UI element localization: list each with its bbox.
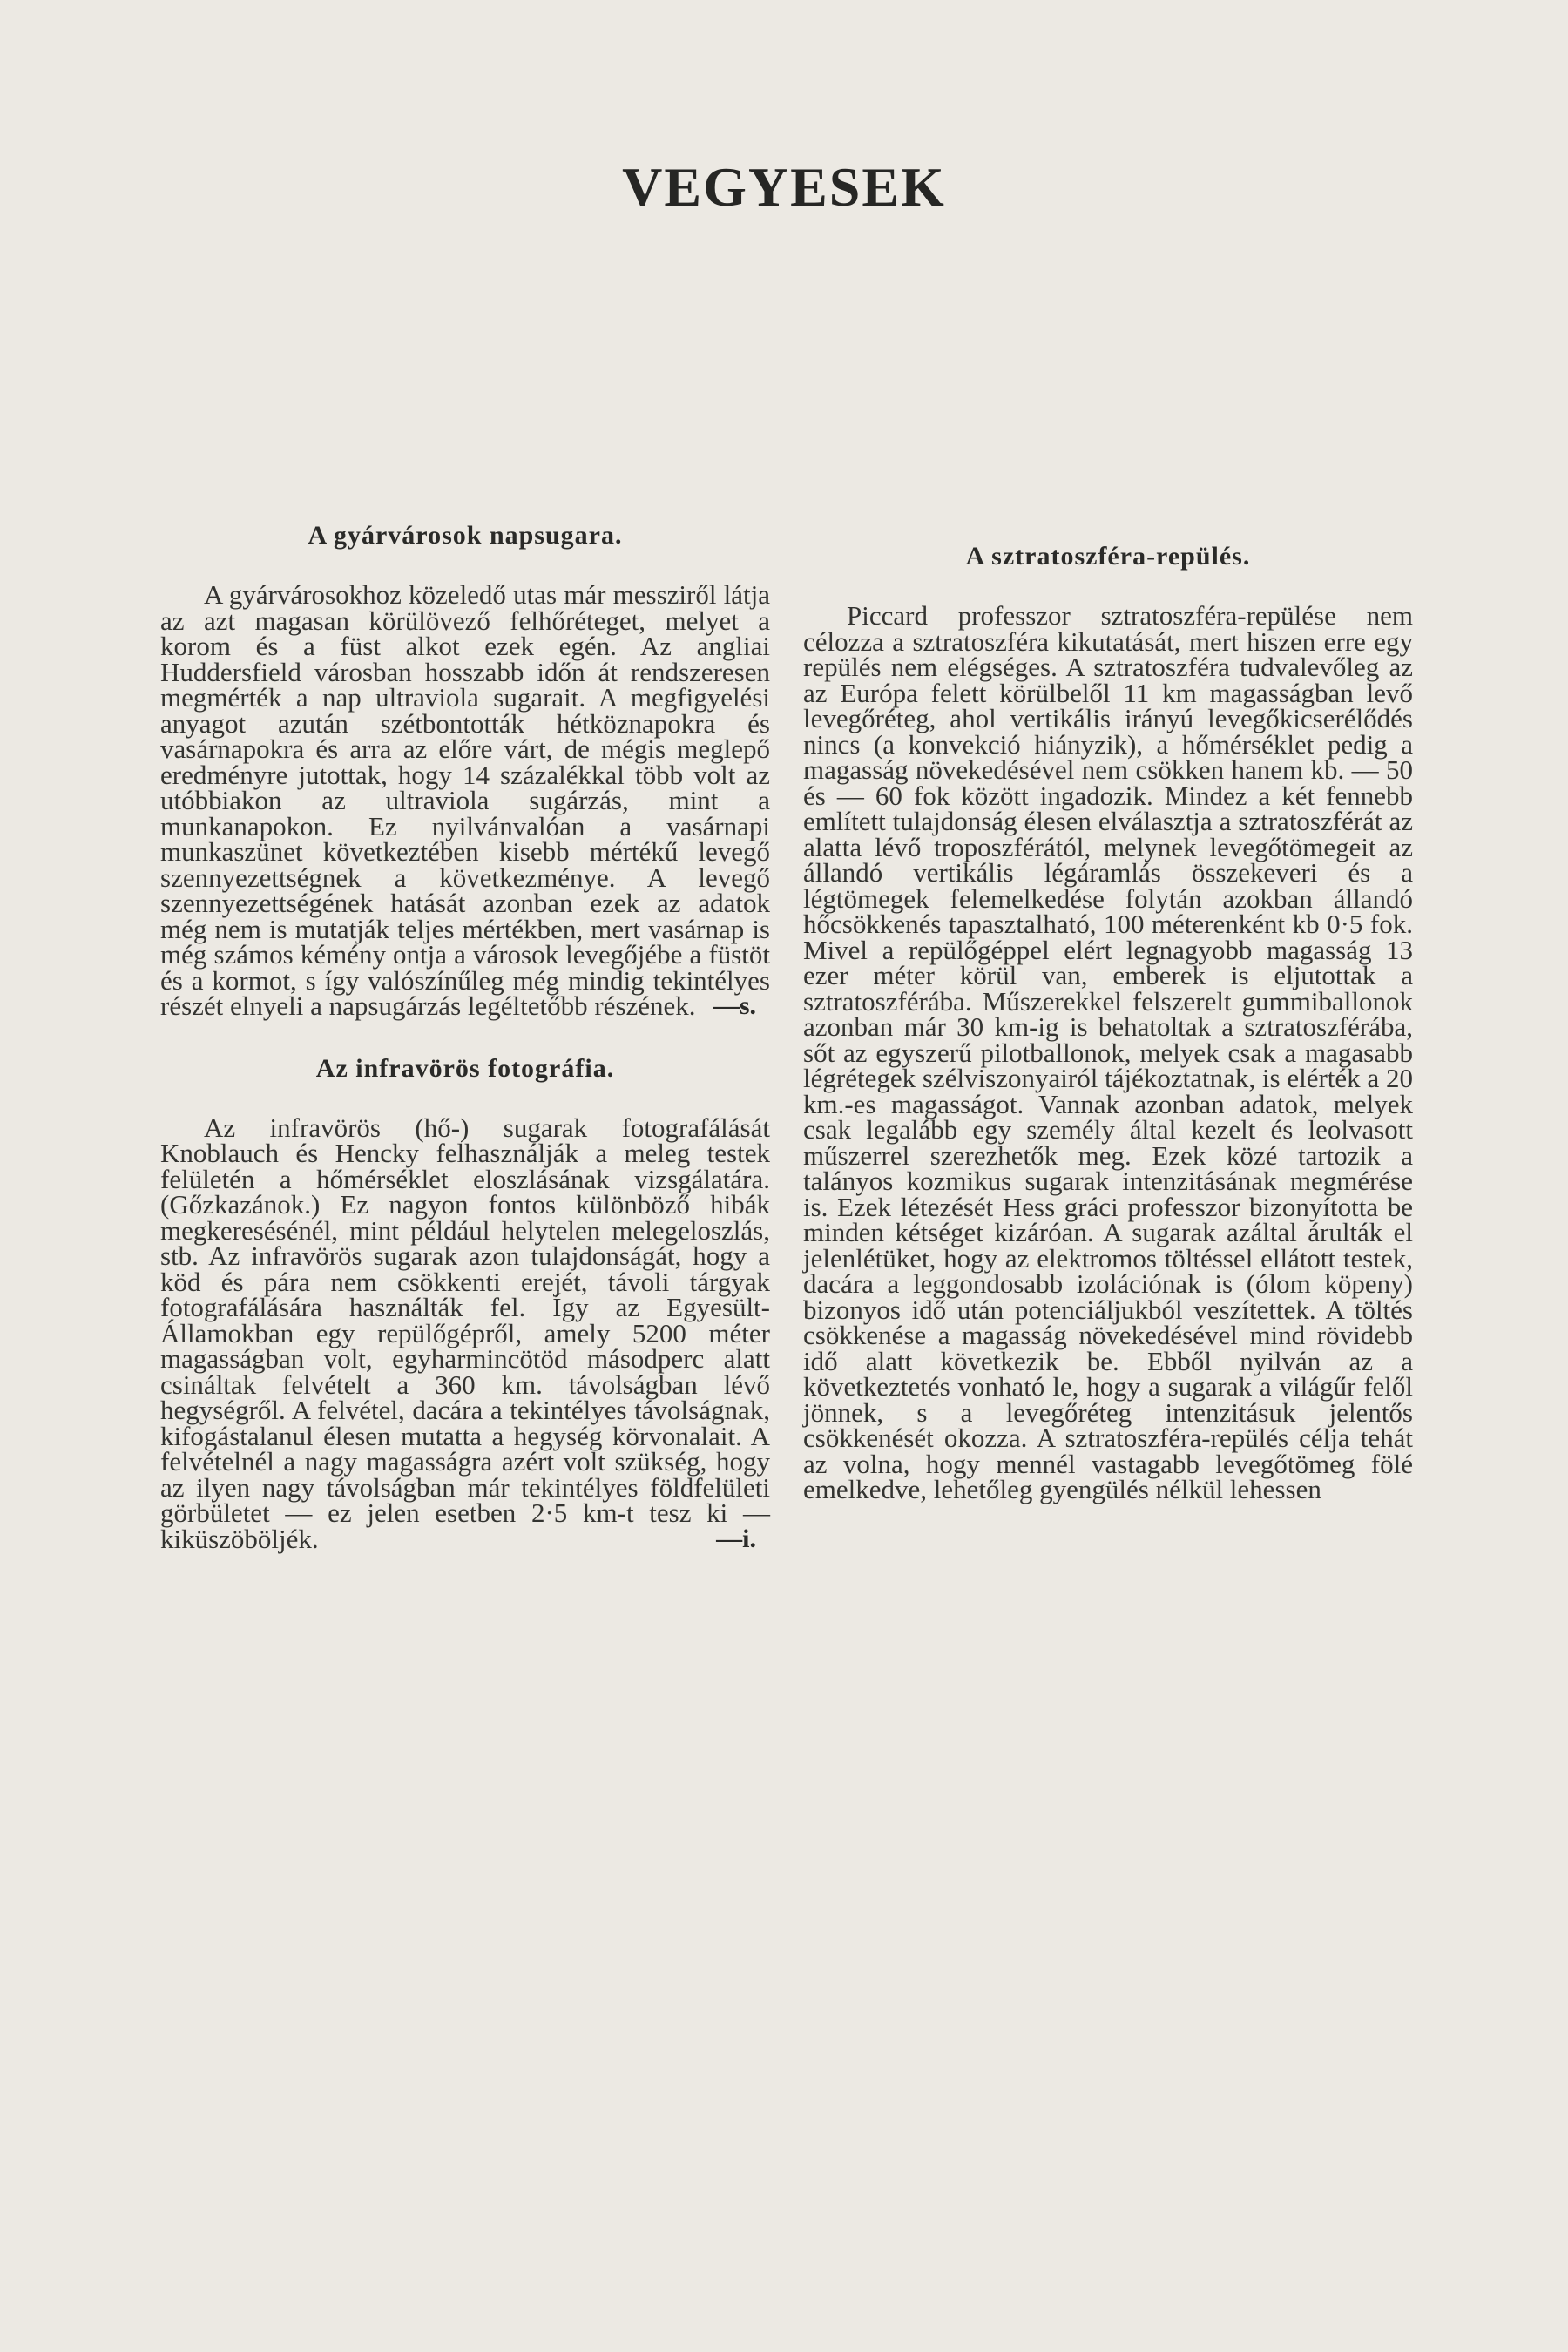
article-title: A sztratoszféra-repülés. [965, 542, 1251, 571]
article-signature: —s. [713, 991, 756, 1020]
page-heading: VEGYESEK [622, 156, 946, 218]
article-spacer [160, 1019, 770, 1054]
article-infravoros [160, 1054, 770, 1552]
article-body: Az infravörös (hő-) sugarak fotografálását Knoblauch és Hencky felhasználják a meleg testek felületén a hőmérséklet eloszlásának vizsgálatára. (Gőzkazánok.) Ez nagyon fontos különböző hibák megkeresésénél, mint például helytelen melegeloszlás, stb. Az infravörös sugarak azon tulajdonságát, hogy a köd és pára nem csökkenti erejét, távoli tárgyak fotografálására használták fel. Így az Egyesült-Államokban egy repülőgépről, amely 5200 méter magasságban volt, egyharmincötöd másodperc alatt csináltak felvételt a 360 km. távolságban lévő hegységről. A felvétel, dacára a tekintélyes távolságnak, kifogástalanul élesen mutatta a hegység körvonalait. A felvételnél a nagy magasságra azért volt szükség, hogy az ilyen nagy távolságban már tekintélyes földfelületi görbületet — ez jelen esetben 2·5 km-t tesz ki — kiküszöböljék. [160, 1112, 770, 1554]
article-signature: —i. [716, 1524, 756, 1553]
right-column [803, 542, 1413, 1503]
article-title: Az infravörös fotográfia. [315, 1053, 615, 1083]
article-body: Piccard professzor sztratoszféra-repülése nem célozza a sztratoszféra kikutatását, mert hiszen erre egy repülés nem elégséges. A sztratoszféra tudvalevőleg az az Európa felett körülbelől 11 km magasságban levő levegőréteg, ahol vertikális irányú levegőkicserélődés nincs (a konvekció hiányzik), a hőmérséklet pedig a magasság növekedésével nem csökken hanem kb. — 50 és — 60 fok között ingadozik. Mindez a két fennebb említett tulajdonság élesen elválasztja a sztratoszférát az alatta lévő troposzférától, melynek levegőtömegeit az állandó vertikális légáramlás összekeveri és a légtömegek felemelkedése folytán azokban állandó hőcsökkenés tapasztalható, 100 méterenként kb 0·5 fok. Mivel a repülőgéppel elért legnagyobb magasság 13 ezer méter körül van, emberek is eljutottak a sztratoszférába. Műszerekkel felszerelt gummiballonok azonban már 30 km-ig is behatoltak a sztratoszférába, sőt az egyszerű pilotballonok, melyek csak a magasabb légrétegek szélviszonyairól tájékoztatnak, is elérték a 20 km.-es magasságot. Vannak azonban adatok, melyek csak legalább egy személy által kezelt és leolvasott műszerrel szerezhetők meg. Ezek közé tartozik a talányos kozmikus sugarak intenzitásának megmérése is. Ezek létezését Hess gráci professzor bizonyította be minden kétséget kizáróan. A sugarak azáltal árulták el jelenlétüket, hogy az elektromos töltéssel ellátott testek, dacára a leggondosabb izolációnak is (ólom köpeny) bizonyos idő után potenciáljukból veszítettek. A töltés csökkenése a magasság növekedésével mind rövidebb idő alatt következik be. Ebből nyilván az a következtetés vonható le, hogy a sugarak a világűr felől jönnek, s a levegőréteg intenzitásuk jelentős csökkenését okozza. A sztratoszféra-repülés célja tehát az volna, hogy mennél vastagabb levegőtömeg fölé emelkedve, lehetőleg gyengülés nélkül lehessen [803, 600, 1413, 1504]
article-gyarvarosok [160, 521, 770, 1019]
article-sztratoszfera [803, 542, 1413, 1503]
article-title: A gyárvárosok napsugara. [308, 521, 623, 550]
left-column [160, 521, 770, 1554]
article-body: A gyárvárosokhoz közeledő utas már messziről látja az azt magasan körülövező felhőréteget, melyet a korom és a füst alkot ezek egén. Az angliai Huddersfield városban hosszabb időn át rendszeresen megmérték a nap ultraviola sugarait. A megfigyelési anyagot azután szétbontották hétköznapokra és vasárnapokra és arra az előre várt, de mégis meglepő eredményre jutottak, hogy 14 százalékkal több volt az utóbbiakon az ultraviola sugárzás, mint a munkanapokon. Ez nyilvánvalóan a vasárnapi munkaszünet következtében kisebb mértékű levegő szennyezettségnek a következménye. A levegő szennyezettségének hatását azonban ezek az adatok még nem is mutatják teljes mértékben, mert vasárnap is még számos kémény ontja a városok levegőjébe a füstöt és a kormot, s így valószínűleg még mindig tekintélyes részét elnyeli a napsugárzás legéltetőbb részének. [160, 579, 770, 1021]
